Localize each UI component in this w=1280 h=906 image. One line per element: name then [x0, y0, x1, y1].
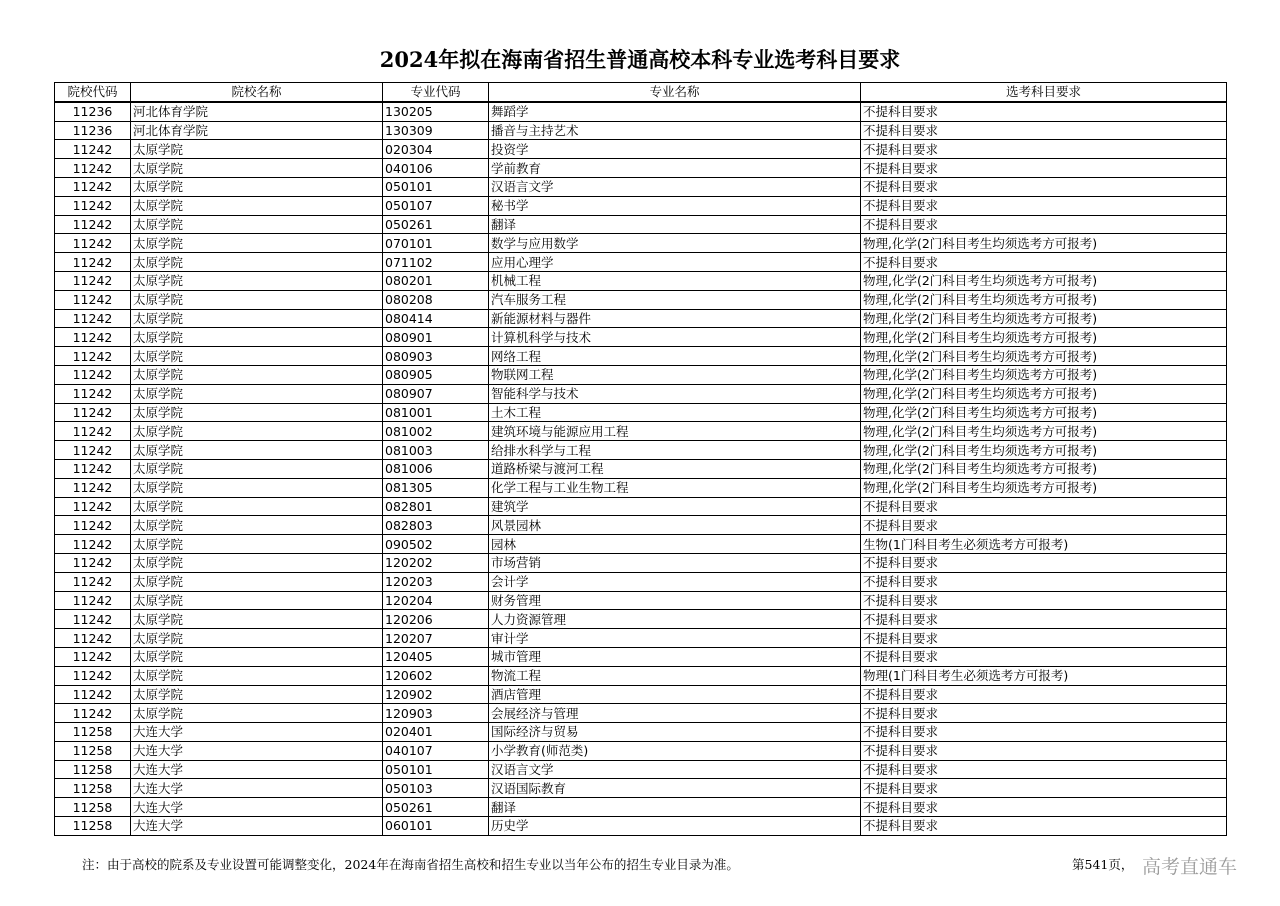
table-row: [55, 535, 1227, 554]
school-name-cell: 太原学院: [131, 535, 383, 554]
school-name-cell: 太原学院: [131, 516, 383, 535]
school-name-cell: 太原学院: [131, 629, 383, 648]
major-name-cell: 审计学: [489, 629, 861, 648]
school-code-cell: 11242: [55, 384, 131, 403]
major-code-cell: 050261: [383, 798, 489, 817]
school-code-cell: 11242: [55, 309, 131, 328]
school-code-cell: 11242: [55, 459, 131, 478]
school-code-cell: 11242: [55, 159, 131, 178]
school-name-cell: 太原学院: [131, 234, 383, 253]
header-major-name: 专业名称: [489, 83, 861, 102]
school-code-cell: 11258: [55, 723, 131, 742]
school-code-cell: 11258: [55, 798, 131, 817]
table-row: [55, 723, 1227, 742]
header-school-name: 院校名称: [131, 83, 383, 102]
school-code-cell: 11258: [55, 741, 131, 760]
school-name-cell: 太原学院: [131, 347, 383, 366]
major-code-cell: 050261: [383, 215, 489, 234]
table-row: [55, 271, 1227, 290]
school-name-cell: 太原学院: [131, 253, 383, 272]
major-code-cell: 080208: [383, 290, 489, 309]
school-code-cell: 11242: [55, 328, 131, 347]
table-row: [55, 422, 1227, 441]
table-row: [55, 779, 1227, 798]
subject-requirement-cell: 不提科目要求: [861, 610, 1227, 629]
table-header-row: [55, 83, 1227, 102]
requirements-table: [54, 82, 1227, 836]
major-name-cell: 汽车服务工程: [489, 290, 861, 309]
major-name-cell: 会展经济与管理: [489, 704, 861, 723]
school-code-cell: 11242: [55, 140, 131, 159]
table-row: [55, 478, 1227, 497]
major-name-cell: 会计学: [489, 572, 861, 591]
subject-requirement-cell: 物理,化学(2门科目考生均须选考方可报考): [861, 441, 1227, 460]
school-name-cell: 大连大学: [131, 741, 383, 760]
major-code-cell: 120204: [383, 591, 489, 610]
subject-requirement-cell: 不提科目要求: [861, 817, 1227, 836]
major-code-cell: 120202: [383, 553, 489, 572]
school-name-cell: 太原学院: [131, 384, 383, 403]
major-name-cell: 汉语言文学: [489, 177, 861, 196]
school-name-cell: 太原学院: [131, 177, 383, 196]
major-code-cell: 120902: [383, 685, 489, 704]
subject-requirement-cell: 不提科目要求: [861, 497, 1227, 516]
school-name-cell: 大连大学: [131, 817, 383, 836]
major-name-cell: 小学教育(师范类): [489, 741, 861, 760]
school-name-cell: 太原学院: [131, 591, 383, 610]
major-code-cell: 081006: [383, 459, 489, 478]
major-name-cell: 物联网工程: [489, 365, 861, 384]
table-row: [55, 177, 1227, 196]
table-row: [55, 516, 1227, 535]
major-name-cell: 播音与主持艺术: [489, 121, 861, 140]
school-code-cell: 11242: [55, 591, 131, 610]
subject-requirement-cell: 不提科目要求: [861, 121, 1227, 140]
table-row: [55, 102, 1227, 121]
page-title: 2024年拟在海南省招生普通高校本科专业选考科目要求: [379, 47, 901, 72]
school-code-cell: 11242: [55, 196, 131, 215]
school-code-cell: 11242: [55, 253, 131, 272]
school-name-cell: 太原学院: [131, 159, 383, 178]
subject-requirement-cell: 不提科目要求: [861, 196, 1227, 215]
major-code-cell: 050107: [383, 196, 489, 215]
school-code-cell: 11242: [55, 610, 131, 629]
school-code-cell: 11242: [55, 403, 131, 422]
school-name-cell: 大连大学: [131, 779, 383, 798]
major-name-cell: 汉语国际教育: [489, 779, 861, 798]
table-row: [55, 384, 1227, 403]
subject-requirement-cell: 生物(1门科目考生必须选考方可报考): [861, 535, 1227, 554]
subject-requirement-cell: 物理(1门科目考生必须选考方可报考): [861, 666, 1227, 685]
major-code-cell: 081305: [383, 478, 489, 497]
major-code-cell: 070101: [383, 234, 489, 253]
school-name-cell: 太原学院: [131, 309, 383, 328]
school-code-cell: 11242: [55, 497, 131, 516]
major-code-cell: 081001: [383, 403, 489, 422]
school-code-cell: 11242: [55, 478, 131, 497]
subject-requirement-cell: 不提科目要求: [861, 798, 1227, 817]
major-code-cell: 020401: [383, 723, 489, 742]
major-code-cell: 080905: [383, 365, 489, 384]
major-name-cell: 物流工程: [489, 666, 861, 685]
table-row: [55, 741, 1227, 760]
major-name-cell: 翻译: [489, 215, 861, 234]
major-code-cell: 130205: [383, 102, 489, 121]
major-name-cell: 城市管理: [489, 647, 861, 666]
school-name-cell: 太原学院: [131, 572, 383, 591]
table-row: [55, 666, 1227, 685]
school-name-cell: 太原学院: [131, 704, 383, 723]
school-code-cell: 11242: [55, 365, 131, 384]
subject-requirement-cell: 物理,化学(2门科目考生均须选考方可报考): [861, 290, 1227, 309]
subject-requirement-cell: 不提科目要求: [861, 760, 1227, 779]
major-name-cell: 计算机科学与技术: [489, 328, 861, 347]
subject-requirement-cell: 不提科目要求: [861, 102, 1227, 121]
school-name-cell: 太原学院: [131, 403, 383, 422]
school-code-cell: 11242: [55, 290, 131, 309]
major-code-cell: 120203: [383, 572, 489, 591]
table-row: [55, 704, 1227, 723]
school-name-cell: 太原学院: [131, 215, 383, 234]
table-row: [55, 497, 1227, 516]
major-name-cell: 建筑学: [489, 497, 861, 516]
table-body: [55, 102, 1227, 836]
major-name-cell: 汉语言文学: [489, 760, 861, 779]
major-code-cell: 080901: [383, 328, 489, 347]
major-code-cell: 080201: [383, 271, 489, 290]
subject-requirement-cell: 不提科目要求: [861, 704, 1227, 723]
subject-requirement-cell: 不提科目要求: [861, 741, 1227, 760]
school-name-cell: 太原学院: [131, 196, 383, 215]
major-name-cell: 网络工程: [489, 347, 861, 366]
school-name-cell: 河北体育学院: [131, 121, 383, 140]
table-row: [55, 459, 1227, 478]
major-name-cell: 智能科学与技术: [489, 384, 861, 403]
major-name-cell: 给排水科学与工程: [489, 441, 861, 460]
school-name-cell: 太原学院: [131, 647, 383, 666]
school-code-cell: 11242: [55, 516, 131, 535]
major-code-cell: 082801: [383, 497, 489, 516]
subject-requirement-cell: 不提科目要求: [861, 629, 1227, 648]
major-name-cell: 土木工程: [489, 403, 861, 422]
school-code-cell: 11258: [55, 760, 131, 779]
school-name-cell: 太原学院: [131, 290, 383, 309]
header-major-code: 专业代码: [383, 83, 489, 102]
footer-note: 注：由于高校的院系及专业设置可能调整变化，2024年在海南省招生高校和招生专业以当年公布的招生专业目录为准。: [82, 857, 739, 872]
major-name-cell: 国际经济与贸易: [489, 723, 861, 742]
major-name-cell: 机械工程: [489, 271, 861, 290]
subject-requirement-cell: 物理,化学(2门科目考生均须选考方可报考): [861, 365, 1227, 384]
major-code-cell: 120207: [383, 629, 489, 648]
school-code-cell: 11242: [55, 647, 131, 666]
subject-requirement-cell: 物理,化学(2门科目考生均须选考方可报考): [861, 347, 1227, 366]
subject-requirement-cell: 物理,化学(2门科目考生均须选考方可报考): [861, 478, 1227, 497]
major-code-cell: 080903: [383, 347, 489, 366]
subject-requirement-cell: 不提科目要求: [861, 591, 1227, 610]
major-name-cell: 道路桥梁与渡河工程: [489, 459, 861, 478]
school-code-cell: 11242: [55, 572, 131, 591]
major-code-cell: 060101: [383, 817, 489, 836]
major-code-cell: 050101: [383, 760, 489, 779]
school-code-cell: 11242: [55, 685, 131, 704]
major-name-cell: 应用心理学: [489, 253, 861, 272]
major-name-cell: 风景园林: [489, 516, 861, 535]
school-name-cell: 太原学院: [131, 140, 383, 159]
subject-requirement-cell: 不提科目要求: [861, 723, 1227, 742]
school-name-cell: 大连大学: [131, 798, 383, 817]
table-row: [55, 253, 1227, 272]
table-row: [55, 290, 1227, 309]
major-code-cell: 081002: [383, 422, 489, 441]
table-row: [55, 441, 1227, 460]
school-name-cell: 太原学院: [131, 422, 383, 441]
school-name-cell: 河北体育学院: [131, 102, 383, 121]
major-code-cell: 081003: [383, 441, 489, 460]
school-code-cell: 11236: [55, 121, 131, 140]
school-code-cell: 11258: [55, 779, 131, 798]
school-code-cell: 11258: [55, 817, 131, 836]
table-row: [55, 403, 1227, 422]
school-code-cell: 11242: [55, 347, 131, 366]
school-name-cell: 太原学院: [131, 365, 383, 384]
major-name-cell: 历史学: [489, 817, 861, 836]
school-name-cell: 太原学院: [131, 328, 383, 347]
school-code-cell: 11242: [55, 177, 131, 196]
school-name-cell: 太原学院: [131, 497, 383, 516]
major-code-cell: 050101: [383, 177, 489, 196]
major-code-cell: 120903: [383, 704, 489, 723]
subject-requirement-cell: 不提科目要求: [861, 685, 1227, 704]
table-row: [55, 572, 1227, 591]
major-code-cell: 120206: [383, 610, 489, 629]
school-name-cell: 太原学院: [131, 685, 383, 704]
subject-requirement-cell: 物理,化学(2门科目考生均须选考方可报考): [861, 328, 1227, 347]
major-code-cell: 090502: [383, 535, 489, 554]
subject-requirement-cell: 物理,化学(2门科目考生均须选考方可报考): [861, 384, 1227, 403]
school-code-cell: 11242: [55, 666, 131, 685]
table-row: [55, 347, 1227, 366]
subject-requirement-cell: 不提科目要求: [861, 779, 1227, 798]
major-code-cell: 080414: [383, 309, 489, 328]
table-row: [55, 140, 1227, 159]
table-row: [55, 215, 1227, 234]
school-code-cell: 11242: [55, 422, 131, 441]
table-row: [55, 309, 1227, 328]
major-code-cell: 071102: [383, 253, 489, 272]
table-row: [55, 196, 1227, 215]
major-name-cell: 舞蹈学: [489, 102, 861, 121]
school-code-cell: 11242: [55, 535, 131, 554]
school-code-cell: 11242: [55, 215, 131, 234]
major-name-cell: 财务管理: [489, 591, 861, 610]
major-name-cell: 园林: [489, 535, 861, 554]
subject-requirement-cell: 物理,化学(2门科目考生均须选考方可报考): [861, 422, 1227, 441]
major-code-cell: 040106: [383, 159, 489, 178]
school-code-cell: 11242: [55, 271, 131, 290]
table-row: [55, 685, 1227, 704]
subject-requirement-cell: 物理,化学(2门科目考生均须选考方可报考): [861, 459, 1227, 478]
major-name-cell: 数学与应用数学: [489, 234, 861, 253]
table-row: [55, 817, 1227, 836]
major-name-cell: 酒店管理: [489, 685, 861, 704]
subject-requirement-cell: 不提科目要求: [861, 140, 1227, 159]
table-row: [55, 647, 1227, 666]
subject-requirement-cell: 不提科目要求: [861, 516, 1227, 535]
major-name-cell: 学前教育: [489, 159, 861, 178]
table-row: [55, 553, 1227, 572]
major-code-cell: 130309: [383, 121, 489, 140]
major-name-cell: 建筑环境与能源应用工程: [489, 422, 861, 441]
table-row: [55, 798, 1227, 817]
major-code-cell: 080907: [383, 384, 489, 403]
page-number: 第541页，: [1072, 857, 1134, 872]
major-name-cell: 人力资源管理: [489, 610, 861, 629]
major-name-cell: 投资学: [489, 140, 861, 159]
school-code-cell: 11236: [55, 102, 131, 121]
subject-requirement-cell: 不提科目要求: [861, 159, 1227, 178]
table-row: [55, 365, 1227, 384]
school-code-cell: 11242: [55, 704, 131, 723]
major-name-cell: 化学工程与工业生物工程: [489, 478, 861, 497]
school-code-cell: 11242: [55, 234, 131, 253]
major-code-cell: 040107: [383, 741, 489, 760]
school-name-cell: 太原学院: [131, 271, 383, 290]
school-code-cell: 11242: [55, 441, 131, 460]
school-name-cell: 大连大学: [131, 760, 383, 779]
subject-requirement-cell: 不提科目要求: [861, 647, 1227, 666]
subject-requirement-cell: 不提科目要求: [861, 177, 1227, 196]
school-name-cell: 太原学院: [131, 610, 383, 629]
table-row: [55, 610, 1227, 629]
major-code-cell: 082803: [383, 516, 489, 535]
subject-requirement-cell: 不提科目要求: [861, 253, 1227, 272]
table-row: [55, 234, 1227, 253]
school-name-cell: 大连大学: [131, 723, 383, 742]
table-row: [55, 328, 1227, 347]
subject-requirement-cell: 物理,化学(2门科目考生均须选考方可报考): [861, 309, 1227, 328]
major-code-cell: 120405: [383, 647, 489, 666]
school-name-cell: 太原学院: [131, 441, 383, 460]
major-name-cell: 新能源材料与器件: [489, 309, 861, 328]
school-name-cell: 太原学院: [131, 553, 383, 572]
major-code-cell: 120602: [383, 666, 489, 685]
school-name-cell: 太原学院: [131, 459, 383, 478]
subject-requirement-cell: 不提科目要求: [861, 553, 1227, 572]
major-name-cell: 市场营销: [489, 553, 861, 572]
school-code-cell: 11242: [55, 629, 131, 648]
major-name-cell: 秘书学: [489, 196, 861, 215]
watermark: 高考直通车: [1142, 856, 1238, 878]
table-row: [55, 591, 1227, 610]
subject-requirement-cell: 物理,化学(2门科目考生均须选考方可报考): [861, 403, 1227, 422]
table-row: [55, 760, 1227, 779]
subject-requirement-cell: 不提科目要求: [861, 215, 1227, 234]
subject-requirement-cell: 物理,化学(2门科目考生均须选考方可报考): [861, 271, 1227, 290]
school-name-cell: 太原学院: [131, 666, 383, 685]
header-school-code: 院校代码: [55, 83, 131, 102]
subject-requirement-cell: 物理,化学(2门科目考生均须选考方可报考): [861, 234, 1227, 253]
table-row: [55, 629, 1227, 648]
school-code-cell: 11242: [55, 553, 131, 572]
table-row: [55, 159, 1227, 178]
header-subject-requirement: 选考科目要求: [861, 83, 1227, 102]
subject-requirement-cell: 不提科目要求: [861, 572, 1227, 591]
school-name-cell: 太原学院: [131, 478, 383, 497]
major-name-cell: 翻译: [489, 798, 861, 817]
major-code-cell: 020304: [383, 140, 489, 159]
major-code-cell: 050103: [383, 779, 489, 798]
table-row: [55, 121, 1227, 140]
